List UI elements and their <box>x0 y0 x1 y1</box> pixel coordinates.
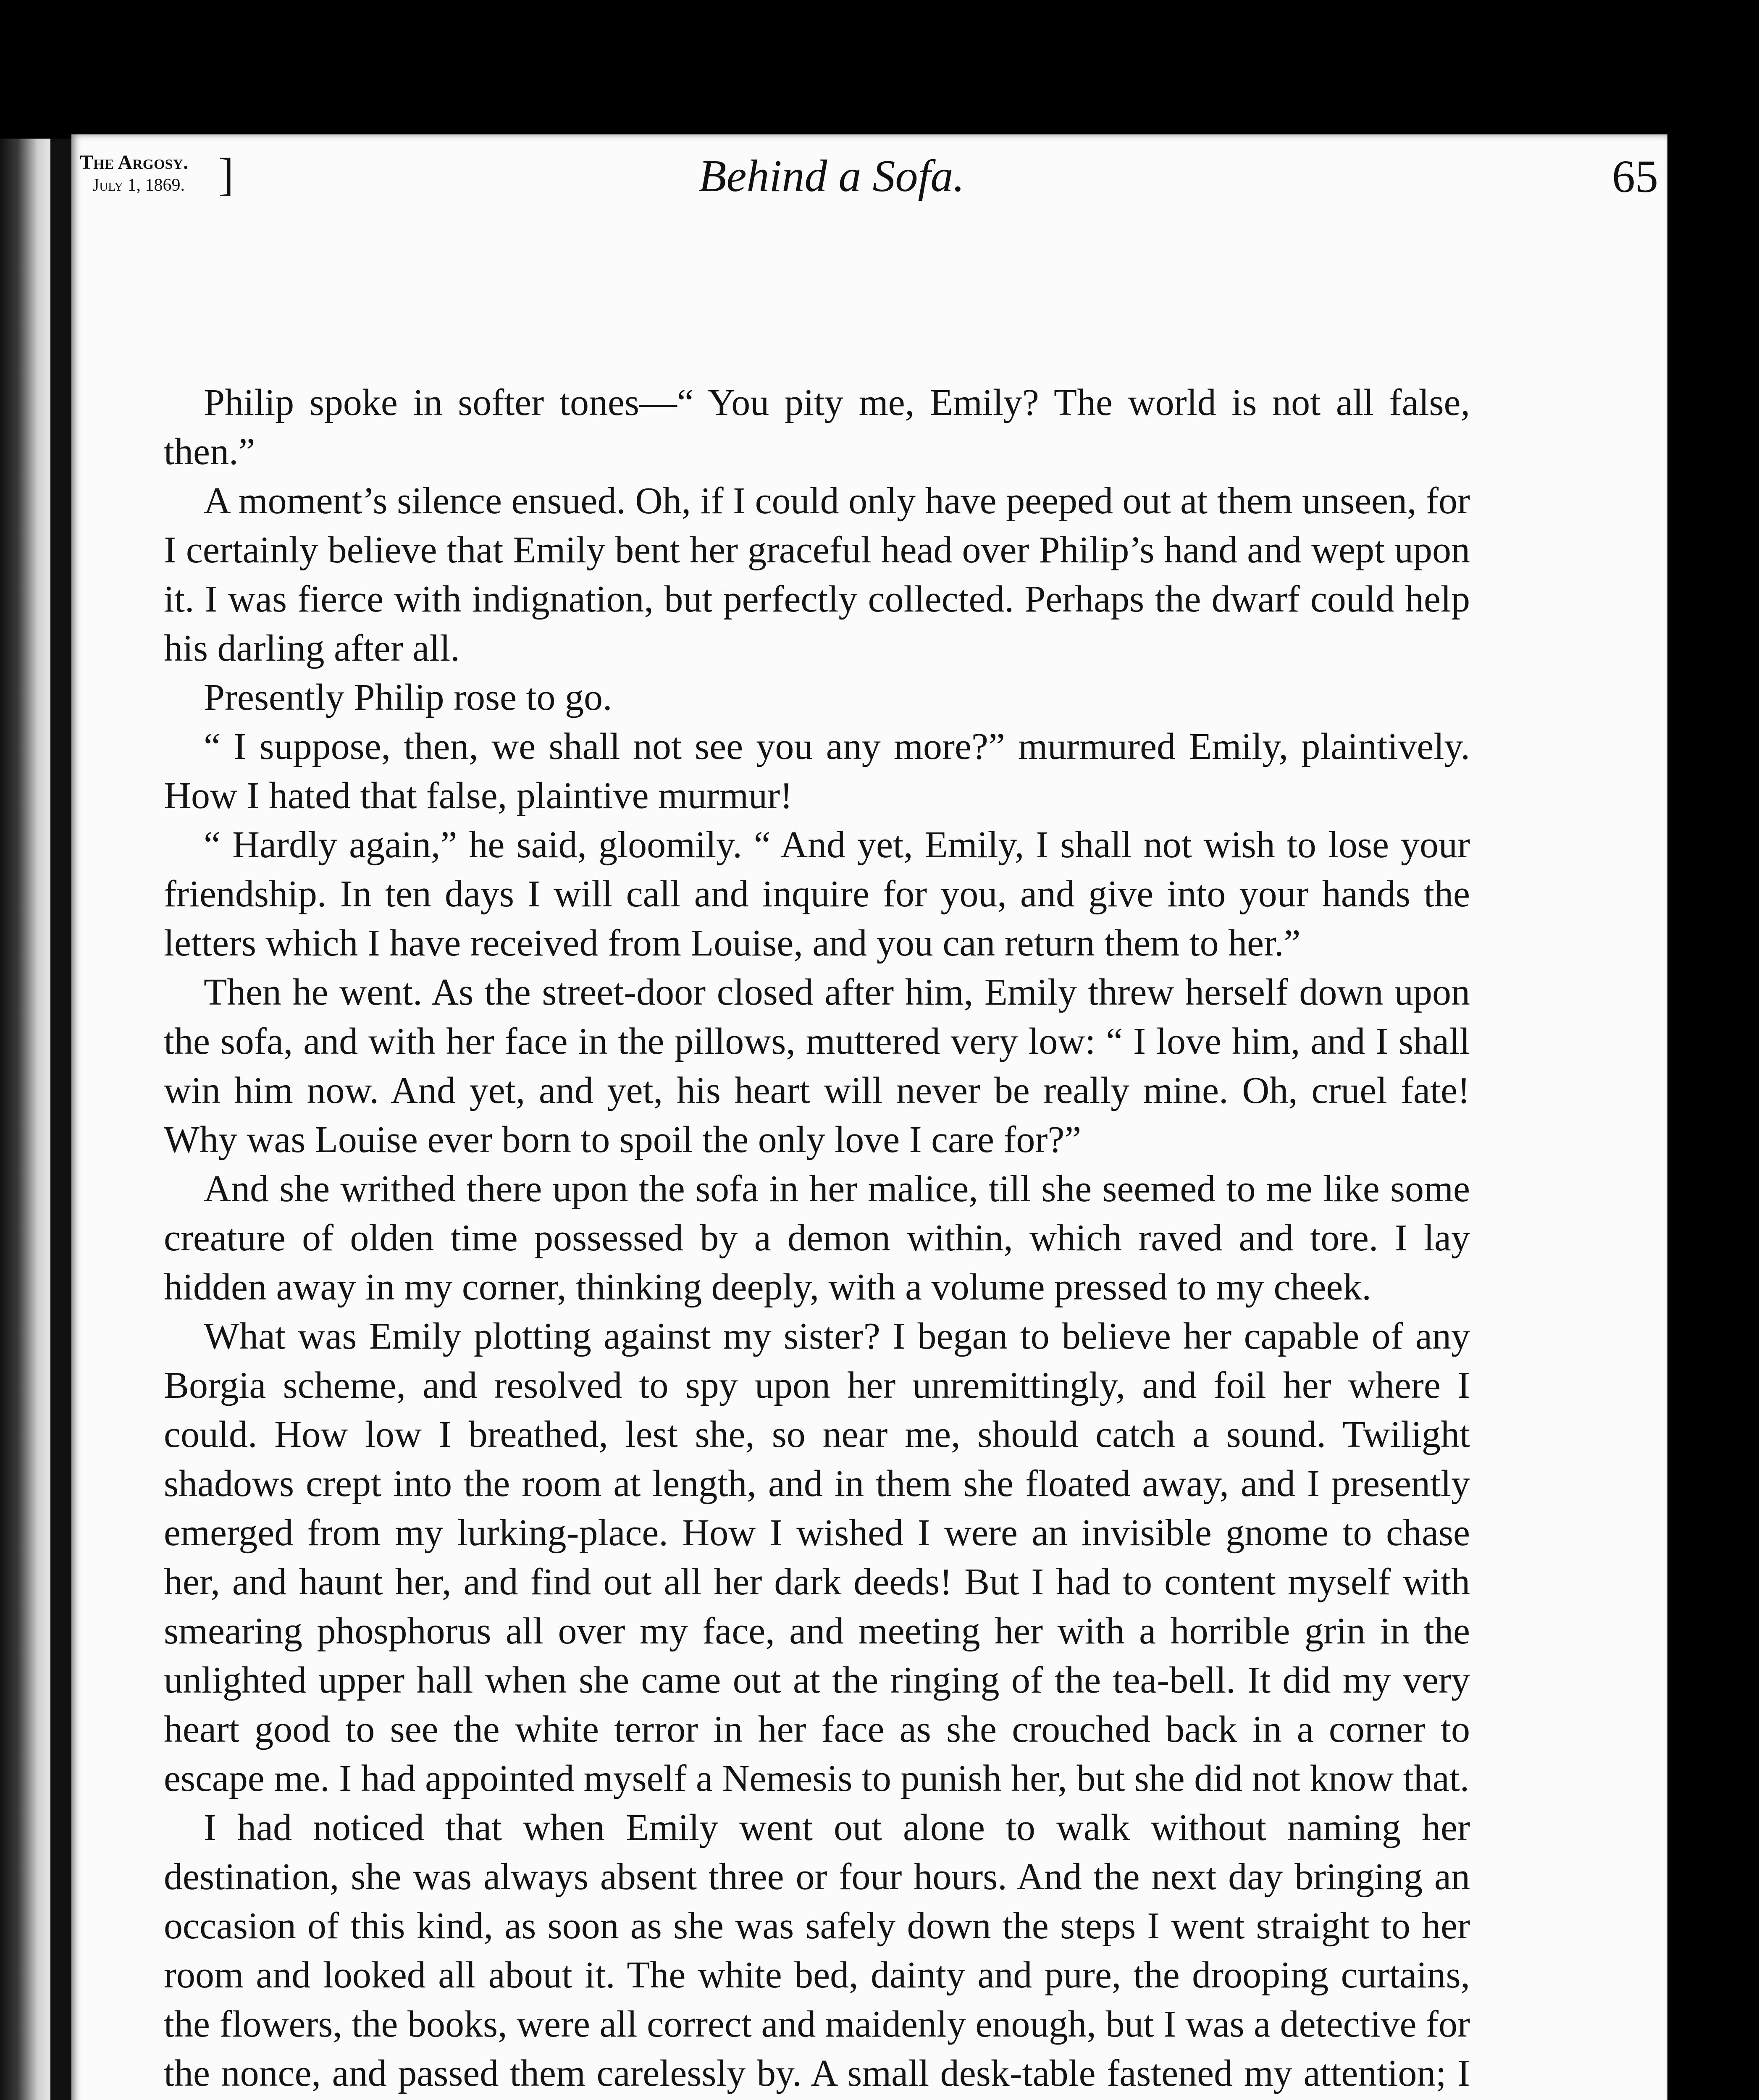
page-number: 65 <box>1612 151 1658 202</box>
body-text <box>164 378 1470 2100</box>
paragraph: Then he went. As the street-door closed after him, Emily threw herself down upon the sofa, and with her face in the pillows, muttered very low: “ I love him, and I shall win him now. And yet, and yet, his heart will never be really mine. Oh, cruel fate! Why was Louise ever born to spoil the only love I care for?” <box>164 971 1470 1160</box>
running-head-journal <box>80 151 188 197</box>
journal-name: The Argosy. <box>80 151 189 173</box>
running-head-bracket: ] <box>218 149 234 200</box>
paragraph: And she writhed there upon the sofa in her malice, till she seemed to me like some creature of olden time possessed by a demon within, which raved and tore. I lay hidden away in my corner, thinking deeply, with a volume pressed to my cheek. <box>164 1168 1470 1308</box>
issue-date: July 1, 1869. <box>92 176 185 195</box>
page-gutter <box>50 139 71 2100</box>
running-head-title: Behind a Sofa. <box>698 151 965 201</box>
paragraph: “ Hardly again,” he said, gloomily. “ And yet, Emily, I shall not wish to lose your friendship. In ten days I will call and inquire for you, and give into your hands the letters which I have received from Louise, and you can return them to her.” <box>164 824 1470 964</box>
paragraph: “ I suppose, then, we shall not see you any more?” murmured Emily, plaintively. How I hated that false, plaintive murmur! <box>164 726 1470 816</box>
paragraph: Philip spoke in softer tones—“ You pity me, Emily? The world is not all false, then.” <box>164 382 1470 472</box>
paragraph: A moment’s silence ensued. Oh, if I could only have peeped out at them unseen, for I certainly believe that Emily bent her graceful head over Philip’s hand and wept upon it. I was fierce with indignation, but perfectly collected. Perhaps the dwarf could help his darling after all. <box>164 480 1470 669</box>
adjacent-page-edge <box>0 139 50 2100</box>
paragraph: I had noticed that when Emily went out alone to walk without naming her destination, she was always absent three or four hours. And the next day bringing an occasion of this kind, as soon as she was safely down the steps I went straight to her room and looked all about it. The white bed, dainty and pure, the drooping curtains, the flowers, the books, were all correct and maidenly enough, but I was a detective for the nonce, and passed them carelessly by. A small desk-table fastened my attention; I <box>164 1807 1470 2094</box>
paragraph: Presently Philip rose to go. <box>204 677 612 718</box>
paragraph: What was Emily plotting against my sister? I began to believe her capable of any Borgia scheme, and resolved to spy upon her unremittingly, and foil her where I could. How low I breathed, lest she, so near me, should catch a sound. Twilight shadows crept into the room at length, and in them she floated away, and I presently emerged from my lurking-place. How I wished I were an invisible gnome to chase her, and haunt her, and find out all her dark deeds! But I had to content myself with smearing phosphorus all over my face, and meeting her with a horrible grin in the unlighted upper hall when she came out at the ringing of the tea-bell. It did my very heart good to see the white terror in her face as she crouched back in a corner to escape me. I had appointed myself a Nemesis to punish her, but she did not know that. <box>164 1315 1470 1799</box>
